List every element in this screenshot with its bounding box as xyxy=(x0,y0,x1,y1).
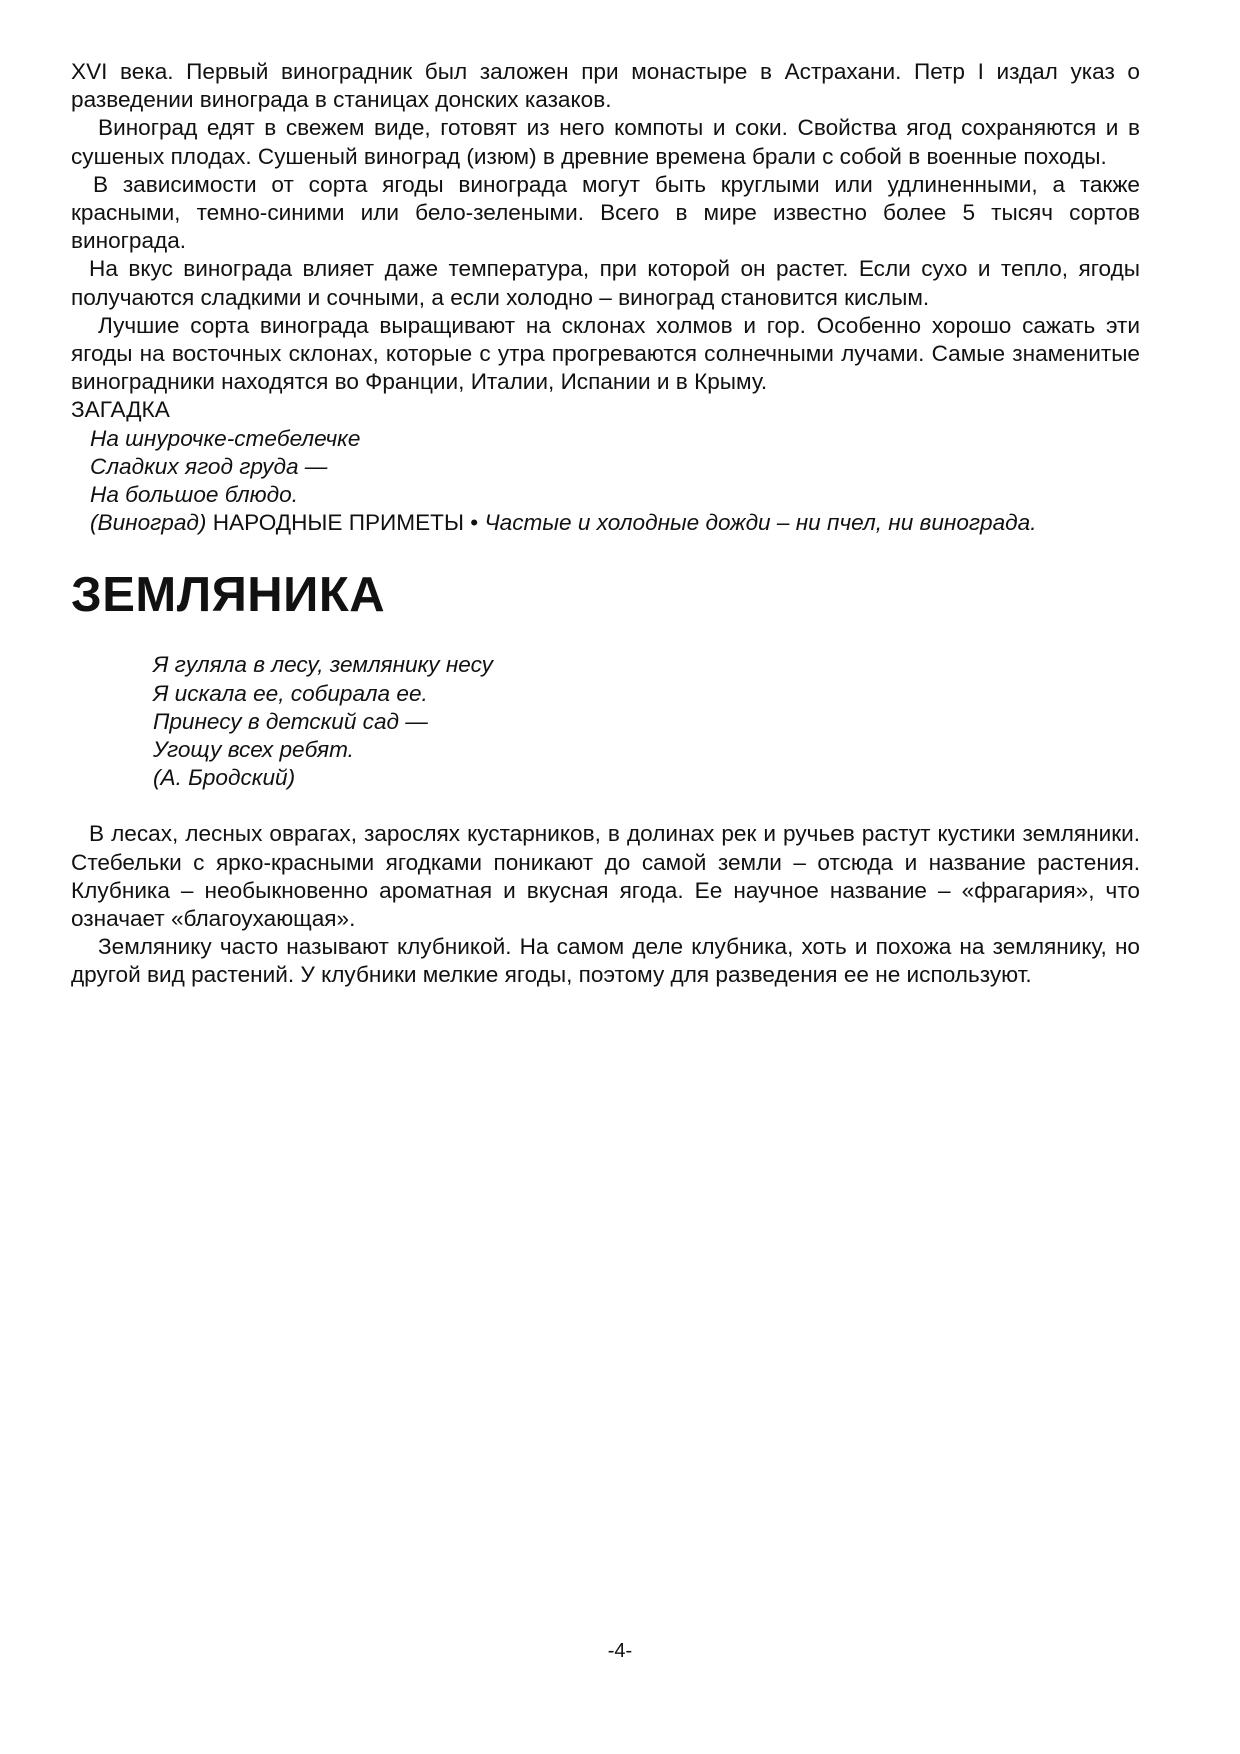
riddle-line: Сладких ягод груда — xyxy=(90,453,328,479)
intro-paragraph-2: Виноград едят в свежем виде, готовят из него компоты и соки. Свойства ягод сохраняются и в сушеных плодах. Сушеный виноград (изюм) в древние времена брали с собой в военные походы. xyxy=(71,115,1140,169)
intro-paragraph-1: XVI века. Первый виноградник был заложен при монастыре в Астрахани. Петр I издал указ о разведении винограда в станицах донских казаков. xyxy=(71,59,1140,113)
omens-heading: НАРОДНЫЕ ПРИМЕТЫ • xyxy=(212,510,479,536)
intro-paragraph-3: В зависимости от сорта ягоды винограда могут быть круглыми или удлиненными, а также красными, темно-синими или бело-зелеными. Всего в мире известно более 5 тысяч сортов винограда. xyxy=(71,171,1140,254)
poem-author: (А. Бродский) xyxy=(153,765,296,791)
riddle-line: На большое блюдо. xyxy=(90,482,298,508)
riddle-answer-and-omens xyxy=(71,509,1140,537)
riddle-line: На шнурочке-стебелечке xyxy=(90,425,361,451)
poem-line: Я гуляла в лесу, землянику несу xyxy=(153,652,493,678)
section-body xyxy=(71,820,1140,989)
intro-paragraph-4: На вкус винограда влияет даже температура, при которой он растет. Если сухо и тепло, ягоды получаются сладкими и сочными, а если холодно – виноград становится кислым. xyxy=(71,256,1140,310)
document-page xyxy=(71,58,1140,990)
poem-line: Я искала ее, собирала ее. xyxy=(153,680,428,706)
poem-line: Угощу всех ребят. xyxy=(153,737,354,763)
poem-line: Принесу в детский сад — xyxy=(153,708,428,734)
riddle-block xyxy=(71,425,1140,510)
riddle-answer: (Виноград) xyxy=(90,510,207,536)
section-paragraph-2: Землянику часто называют клубникой. На самом деле клубника, хоть и похожа на землянику, но другой вид растений. У клубники мелкие ягоды, поэтому для разведения ее не используют. xyxy=(71,934,1140,988)
section-paragraph-1: В лесах, лесных оврагах, зарослях кустарников, в долинах рек и ручьев растут кустики земляники. Стебельки с ярко-красными ягодками поникают до самой земли – отсюда и название растения. Клубника – необыкновенно ароматная и вкусная ягода. Ее научное название – «фрагария», что означает «благоухающая». xyxy=(71,821,1140,932)
riddle-heading: ЗАГАДКА xyxy=(71,397,170,423)
page-number: -4- xyxy=(607,1640,633,1662)
intro-paragraph-5: Лучшие сорта винограда выращивают на склонах холмов и гор. Особенно хорошо сажать эти ягоды на восточных склонах, которые с утра прогреваются солнечными лучами. Самые знаменитые виноградники находятся во Франции, Италии, Испании и в Крыму. xyxy=(71,312,1140,395)
section-title: ЗЕМЛЯНИКА xyxy=(71,568,386,623)
omens-text: Частые и холодные дожди – ни пчел, ни винограда. xyxy=(484,510,1037,536)
poem-epigraph xyxy=(71,651,1140,792)
